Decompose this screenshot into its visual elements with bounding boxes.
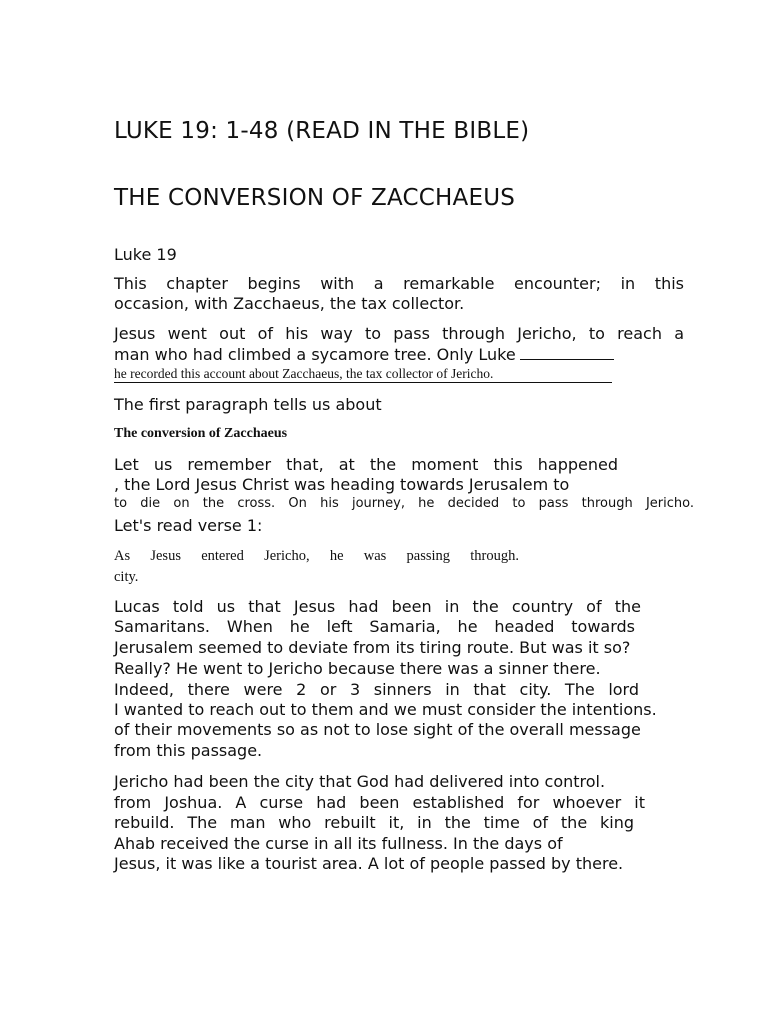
paragraph-6-line-5: Jesus, it was like a tourist area. A lot of people passed by there. [114,854,624,873]
paragraph-5-line-5: Indeed, there were 2 or 3 sinners in that city. The lord [114,680,639,699]
page-title: LUKE 19: 1-48 (READ IN THE BIBLE) [114,118,530,144]
paragraph-1-line-1: This chapter begins with a remarkable encounter; in this [114,274,684,293]
paragraph-6-line-4: Ahab received the curse in all its fullness. In the days of [114,834,563,853]
paragraph-6-line-1: Jericho had been the city that God had delivered into control. [114,772,606,791]
paragraph-4-line-1: Let us remember that, at the moment this happened [114,455,618,474]
page-subtitle: THE CONVERSION OF ZACCHAEUS [114,185,516,211]
paragraph-5-line-2: Samaritans. When he left Samaria, he headed towards [114,617,635,636]
paragraph-4-line-2: , the Lord Jesus Christ was heading towards Jerusalem to [114,475,570,494]
fill-in-blank [520,345,614,360]
paragraph-6-line-2: from Joshua. A curse had been established for whoever it [114,793,645,812]
paragraph-5-line-4: Really? He went to Jericho because there was a sinner there. [114,659,601,678]
paragraph-2-line-2-text: man who had climbed a sycamore tree. Only Luke [114,345,516,364]
paragraph-4-line-4: Let's read verse 1: [114,516,263,535]
paragraph-3: The first paragraph tells us about [114,395,382,414]
paragraph-2-line-2 [114,345,614,365]
paragraph-5-line-6: I wanted to reach out to them and we must consider the intentions. [114,700,657,719]
chapter-label: Luke 19 [114,245,177,264]
paragraph-5-line-1: Lucas told us that Jesus had been in the country of the [114,597,641,616]
paragraph-4-line-3: to die on the cross. On his journey, he decided to pass through Jericho. [114,496,694,511]
verse-line-1: As Jesus entered Jericho, he was passing through. [114,548,519,564]
paragraph-2-note: he recorded this account about Zacchaeus, the tax collector of Jericho. [114,366,494,381]
paragraph-5-line-8: from this passage. [114,741,263,760]
section-subheading: The conversion of Zacchaeus [114,426,288,441]
verse-line-2: city. [114,569,139,585]
paragraph-1-line-2: occasion, with Zacchaeus, the tax collector. [114,294,465,313]
paragraph-5-line-7: of their movements so as not to lose sight of the overall message [114,720,641,739]
paragraph-5-line-3: Jerusalem seemed to deviate from its tiring route. But was it so? [114,638,631,657]
note-underline [114,382,612,383]
paragraph-2-line-1: Jesus went out of his way to pass through Jericho, to reach a [114,324,684,343]
paragraph-6-line-3: rebuild. The man who rebuilt it, in the time of the king [114,813,634,832]
